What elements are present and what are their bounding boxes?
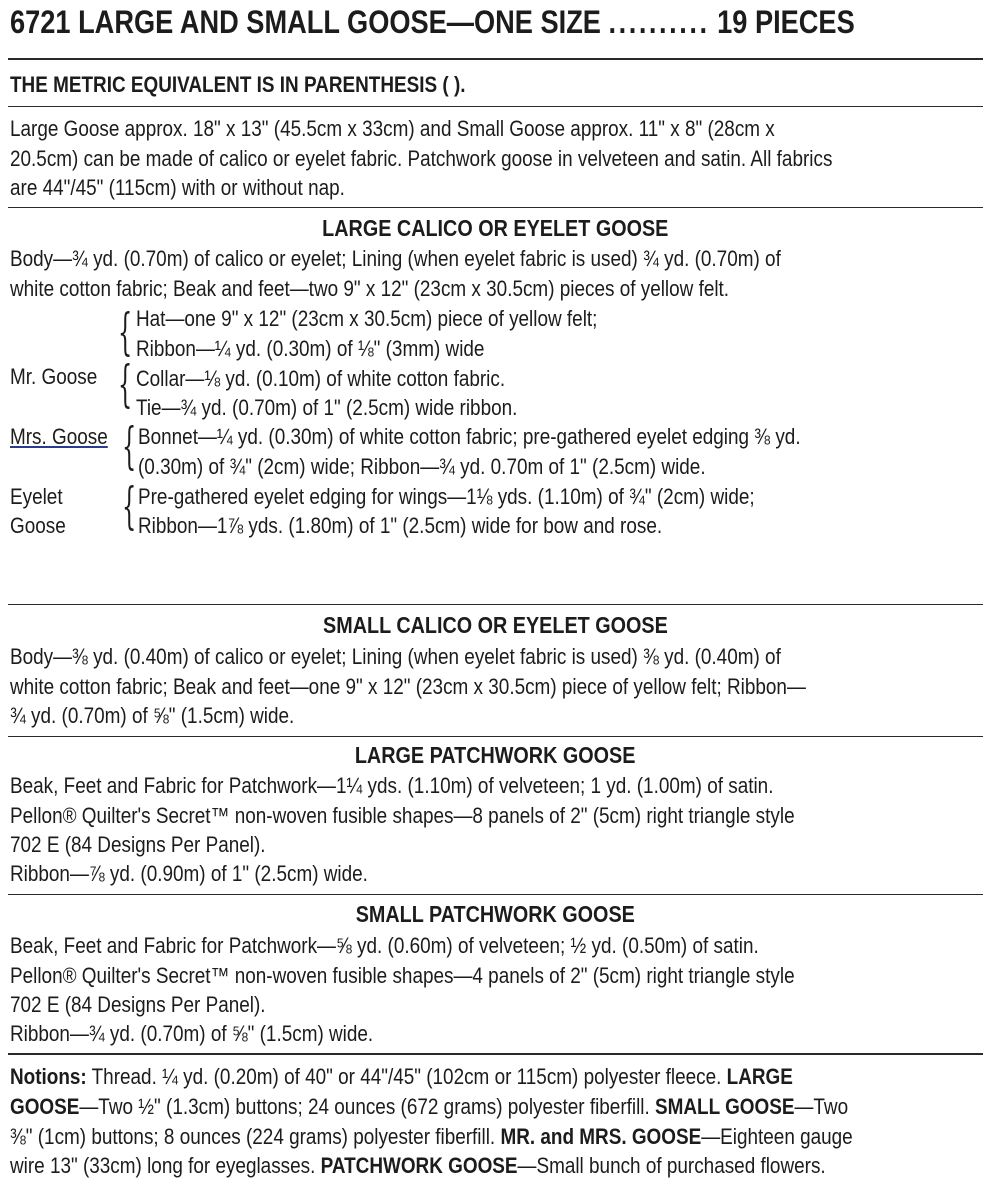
section-heading: SMALL CALICO OR EYELET GOOSE [322,612,668,638]
mrs-goose-line: (0.30m) of ¾" (2cm) wide; Ribbon—¾ yd. 0.70m of 1" (2.5cm) wide. [138,454,706,479]
mr-goose-line: Hat—one 9" x 12" (23cm x 30.5cm) piece of yellow felt; [136,306,598,331]
divider [8,1053,983,1055]
mr-goose-line: Collar—⅛ yd. (0.10m) of white cotton fabric. [136,366,506,391]
mr-goose-line: Ribbon—¼ yd. (0.30m) of ⅛" (3mm) wide [136,336,485,361]
divider [8,207,983,208]
section-heading: LARGE PATCHWORK GOOSE [354,742,636,768]
divider [8,736,983,737]
body-line: Body—⅜ yd. (0.40m) of calico or eyelet; Lining (when eyelet fabric is used) ⅜ yd. (0.40m) of [10,644,781,669]
section-heading: SMALL PATCHWORK GOOSE [355,901,635,927]
notions-line: GOOSE—Two ½" (1.3cm) buttons; 24 ounces (672 grams) polyester fiberfill. SMALL GOOSE—Two [10,1094,849,1119]
notions-line: Notions: Thread. ¼ yd. (0.20m) of 40" or 44"/45" (102cm or 115cm) polyester fleece. LARGE [10,1064,793,1089]
pattern-title [10,2,855,42]
body-line: Body—¾ yd. (0.70m) of calico or eyelet; Lining (when eyelet fabric is used) ¾ yd. (0.70m) of [10,246,781,271]
notions-line: wire 13" (33cm) long for eyeglasses. PATCHWORK GOOSE—Small bunch of purchased flowers. [10,1153,826,1178]
intro-line: are 44"/45" (115cm) with or without nap. [10,175,345,200]
body-line: ¾ yd. (0.70m) of ⅝" (1.5cm) wide. [10,703,295,728]
body-line: Ribbon—¾ yd. (0.70m) of ⅝" (1.5cm) wide. [10,1021,374,1046]
divider [8,106,983,107]
body-line: 702 E (84 Designs Per Panel). [10,992,266,1017]
metric-note: THE METRIC EQUIVALENT IS IN PARENTHESIS ( ). [10,72,466,97]
intro-line: Large Goose approx. 18" x 13" (45.5cm x 33cm) and Small Goose approx. 11" x 8" (28cm x [10,116,775,141]
left-brace: { [122,417,137,475]
notions-line: ⅜" (1cm) buttons; 8 ounces (224 grams) polyester fiberfill. MR. and MRS. GOOSE—Eighteen gauge [10,1124,853,1149]
eyelet-goose-line: Pre-gathered eyelet edging for wings—1⅛ yds. (1.10m) of ¾" (2cm) wide; [138,484,755,509]
body-line: 702 E (84 Designs Per Panel). [10,832,266,857]
mrs-goose-label: Mrs. Goose [10,424,108,449]
title-leader-dots: .......... [608,4,710,40]
body-line: Ribbon—⅞ yd. (0.90m) of 1" (2.5cm) wide. [10,861,368,886]
body-line: white cotton fabric; Beak and feet—two 9" x 12" (23cm x 30.5cm) pieces of yellow felt. [10,276,730,301]
divider [8,58,983,60]
body-line: Pellon® Quilter's Secret™ non-woven fusible shapes—4 panels of 2" (5cm) right triangle style [10,963,795,988]
piece-count: 19 PIECES [717,4,855,40]
left-brace: { [118,303,133,361]
divider [8,604,983,605]
body-line: Beak, Feet and Fabric for Patchwork—1¼ yds. (1.10m) of velveteen; 1 yd. (1.00m) of satin. [10,773,774,798]
section-heading: LARGE CALICO OR EYELET GOOSE [321,215,669,241]
eyelet-goose-label: Goose [10,513,66,538]
intro-line: 20.5cm) can be made of calico or eyelet fabric. Patchwork goose in velveteen and satin. All fabrics [10,146,833,171]
notions-label: Notions: [10,1064,87,1089]
mrs-goose-line: Bonnet—¼ yd. (0.30m) of white cotton fabric; pre-gathered eyelet edging ⅜ yd. [138,424,801,449]
pattern-number: 6721 [10,4,71,40]
left-brace: { [118,355,133,413]
divider [8,894,983,895]
mr-goose-label: Mr. Goose [10,364,98,389]
left-brace: { [122,477,137,535]
eyelet-goose-line: Ribbon—1⅞ yds. (1.80m) of 1" (2.5cm) wide for bow and rose. [138,513,663,538]
body-line: white cotton fabric; Beak and feet—one 9" x 12" (23cm x 30.5cm) piece of yellow felt; Ribbon— [10,674,806,699]
body-line: Pellon® Quilter's Secret™ non-woven fusible shapes—8 panels of 2" (5cm) right triangle style [10,803,795,828]
mr-goose-line: Tie—¾ yd. (0.70m) of 1" (2.5cm) wide ribbon. [136,395,518,420]
body-line: Beak, Feet and Fabric for Patchwork—⅝ yd. (0.60m) of velveteen; ½ yd. (0.50m) of satin. [10,933,759,958]
pattern-name: LARGE AND SMALL GOOSE—ONE SIZE [78,4,601,40]
eyelet-goose-label: Eyelet [10,484,63,509]
